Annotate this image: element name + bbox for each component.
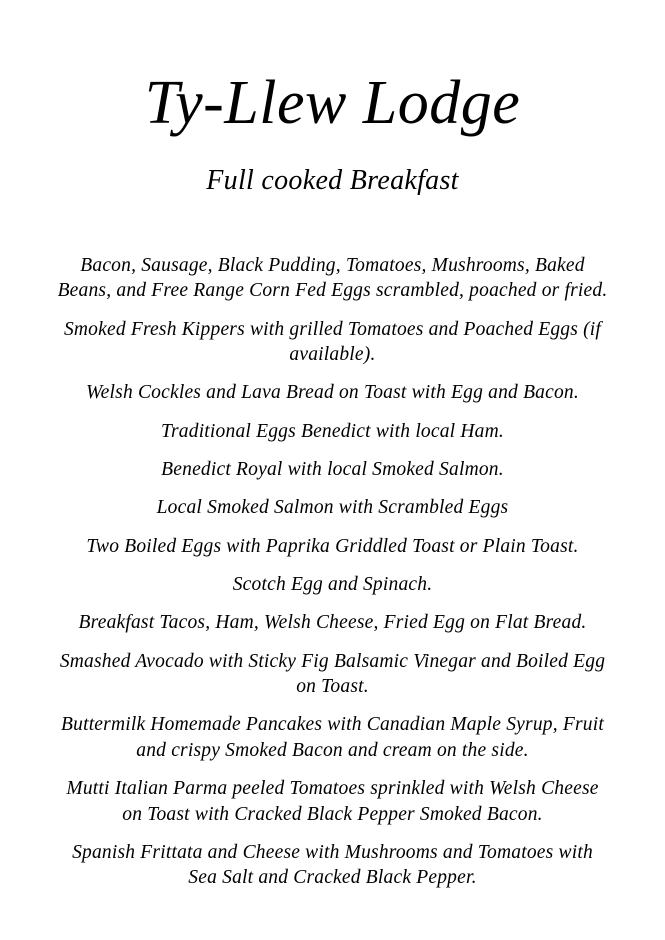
menu-item: Smashed Avocado with Sticky Fig Balsamic Vinegar and Boiled Egg on Toast.: [59, 650, 606, 698]
menu-item: Breakfast Tacos, Ham, Welsh Cheese, Fried Egg on Flat Bread.: [78, 612, 587, 634]
menu-item: Benedict Royal with local Smoked Salmon.: [161, 459, 504, 481]
menu-item: Spanish Frittata and Cheese with Mushrooms and Tomatoes with Sea Salt and Cracked Black Pepper.: [72, 841, 593, 889]
menu-item: Buttermilk Homemade Pancakes with Canadian Maple Syrup, Fruit and crispy Smoked Bacon and cream on the side.: [61, 714, 604, 761]
menu-item: Mutti Italian Parma peeled Tomatoes sprinkled with Welsh Cheese on Toast with Cracked Black Pepper Smoked Bacon.: [66, 778, 599, 825]
menu-item: Two Boiled Eggs with Paprika Griddled Toast or Plain Toast.: [86, 535, 579, 557]
menu-item: Traditional Eggs Benedict with local Ham.: [161, 420, 504, 442]
menu-item: Local Smoked Salmon with Scrambled Eggs: [156, 497, 509, 519]
menu-item: Welsh Cockles and Lava Bread on Toast with Egg and Bacon.: [86, 382, 579, 404]
menu-item: Bacon, Sausage, Black Pudding, Tomatoes, Mushrooms, Baked Beans, and Free Range Corn Fed Eggs scrambled, poached or fried.: [57, 255, 608, 302]
page-title: Ty-Llew Lodge: [144, 69, 521, 137]
menu-subtitle: Full cooked Breakfast: [206, 165, 459, 196]
menu-item-list: [32, 195, 633, 891]
menu-item: Smoked Fresh Kippers with grilled Tomatoes and Poached Eggs (if available).: [63, 318, 602, 366]
menu-item: Scotch Egg and Spinach.: [232, 574, 433, 596]
